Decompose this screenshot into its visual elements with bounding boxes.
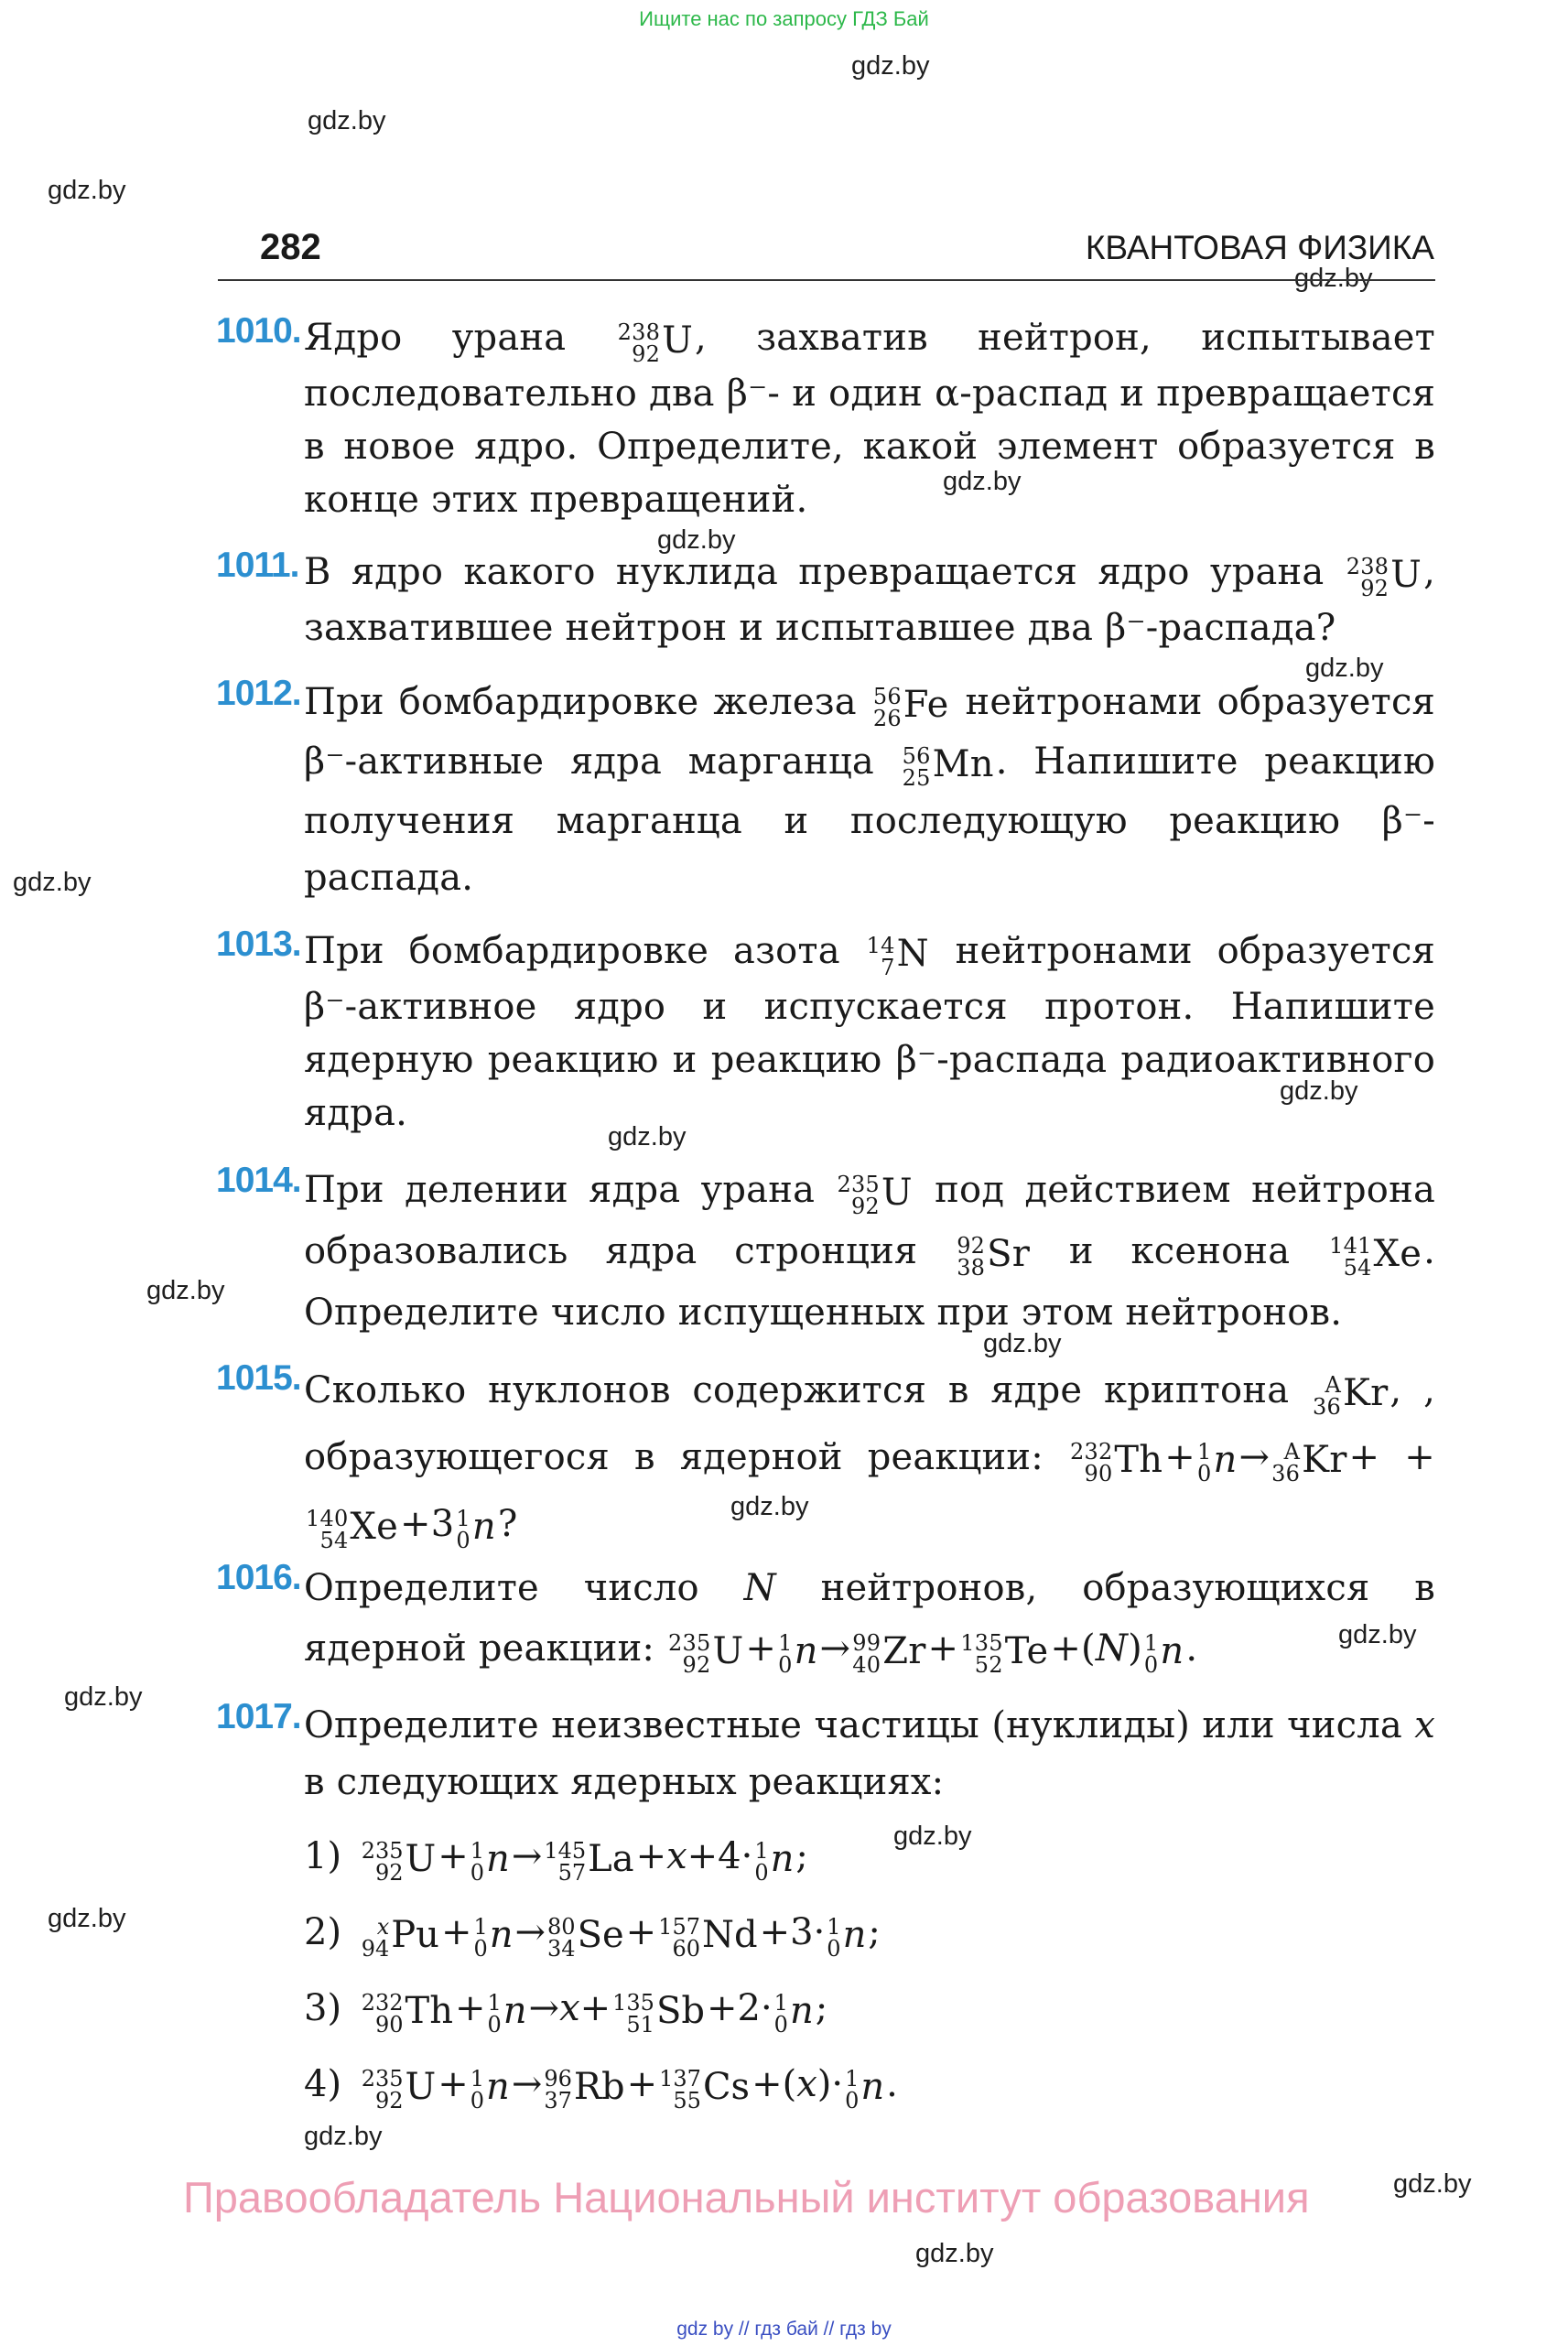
neutron: 1 0 n xyxy=(1143,1630,1184,1678)
watermark: gdz.by xyxy=(1393,2169,1472,2199)
problem-number: 1017. xyxy=(216,1697,301,1736)
watermark: gdz.by xyxy=(304,2122,383,2151)
problem-1015 xyxy=(216,1358,1435,1559)
problem-number: 1013. xyxy=(216,924,301,964)
copyright-notice: Правообладатель Национальный институт образования xyxy=(183,2173,1310,2222)
problem-1017 xyxy=(216,1697,1435,2124)
nuclide-zr99: 99 40 Zr xyxy=(852,1630,926,1678)
nuclide-th232: 232 90 Th xyxy=(1070,1439,1163,1487)
problem-text: При бомбардировке железа 56 26 Fe нейтронами образуется β⁻-активные ядра марганца 56 25 Mn. Напишите реакцию получения марганца и последующую реакцию β⁻-распада. xyxy=(304,674,1435,906)
header-divider xyxy=(218,279,1435,281)
reaction-1: 1) 235 92 U+ 1 0 n→ 145 57 La+x+4· 1 0 n; xyxy=(304,1835,808,1886)
page-number: 282 xyxy=(260,227,321,267)
problem-1013 xyxy=(216,924,1435,1140)
top-banner: Ищите нас по запросу ГДЗ Бай xyxy=(639,7,929,30)
problem-number: 1014. xyxy=(216,1161,301,1200)
neutron: 1 0 n xyxy=(456,1506,496,1553)
reaction-3: 3) 232 90 Th+ 1 0 n→x+ 135 51 Sb+2· 1 0 n; xyxy=(304,1987,828,2038)
problem-number: 1012. xyxy=(216,674,301,713)
watermark: gdz.by xyxy=(146,1276,225,1305)
nuclide-n14: 14 7 N xyxy=(866,933,929,980)
nuclide-u238: 238 92 U xyxy=(1346,554,1422,601)
problem-text: При делении ядра урана 235 92 U под действием нейтрона образовались ядра стронция 92 38 Sr и ксенона 141 54 Xe. Определите число испущенных при этом нейтронов. xyxy=(304,1161,1435,1342)
reaction-4: 4) 235 92 U+ 1 0 n→ 96 37 Rb+ 137 55 Cs+(x)· 1 0 n. xyxy=(304,2063,898,2114)
watermark: gdz.by xyxy=(657,525,736,555)
problem-text: Ядро урана 238 92 U, захватив нейтрон, испытывает последовательно два β⁻- и один α-распад и превращается в новое ядро. Определите, какой элемент образуется в конце этих превращений. xyxy=(304,311,1435,526)
nuclide-kr: A 36 Kr xyxy=(1271,1439,1347,1487)
problem-1012 xyxy=(216,674,1435,906)
section-title: КВАНТОВАЯ ФИЗИКА xyxy=(1085,229,1434,266)
watermark: gdz.by xyxy=(915,2239,994,2268)
nuclide-xe141: 141 54 Xe xyxy=(1329,1233,1422,1281)
problem-text: При бомбардировке азота 14 7 N нейтронами образуется β⁻-активное ядро и испускается протон. Напишите ядерную реакцию и реакцию β⁻-распада радиоактивного ядра. xyxy=(304,924,1435,1140)
nuclide-mn56: 56 25 Mn xyxy=(902,743,994,791)
neutron: 1 0 n xyxy=(1196,1439,1238,1487)
watermark: gdz.by xyxy=(1305,654,1384,683)
nuclide-te135: 135 52 Te xyxy=(960,1630,1049,1678)
watermark: gdz.by xyxy=(1294,264,1373,293)
watermark: gdz.by xyxy=(48,1904,126,1933)
watermark: gdz.by xyxy=(64,1682,143,1712)
problem-text: В ядро какого нуклида превращается ядро урана 238 92 U, захватившее нейтрон и испытавшее два β⁻-распада? xyxy=(304,546,1435,654)
problem-1011 xyxy=(216,546,1435,654)
problem-number: 1011. xyxy=(216,546,299,585)
problem-number: 1016. xyxy=(216,1558,301,1597)
nuclide-u235: 235 92 U xyxy=(837,1172,913,1219)
reaction-2: 2) x 94 Pu+ 1 0 n→ 80 34 Se+ 157 60 Nd+3· 1 0 n; xyxy=(304,1911,881,1962)
watermark: gdz.by xyxy=(943,467,1022,496)
nuclide-kr: A 36 Kr xyxy=(1313,1372,1389,1420)
watermark: gdz.by xyxy=(983,1329,1062,1358)
problem-1010 xyxy=(216,311,1435,526)
problem-text: Определите число N нейтронов, образующихся в ядерной реакции: 235 92 U+ 1 0 n→ 99 40 Zr+ 135 52 Te+(N) 1 0 n. xyxy=(304,1558,1435,1681)
watermark: gdz.by xyxy=(1338,1620,1417,1649)
problem-number: 1015. xyxy=(216,1358,301,1398)
nuclide-u235: 235 92 U xyxy=(668,1630,744,1678)
watermark: gdz.by xyxy=(608,1122,687,1151)
watermark: gdz.by xyxy=(308,106,386,135)
footer-links[interactable]: gdz by // гдз бай // гдз by xyxy=(676,2319,892,2340)
nuclide-sr92: 92 38 Sr xyxy=(957,1233,1031,1281)
watermark: gdz.by xyxy=(48,176,126,205)
neutron: 1 0 n xyxy=(778,1630,818,1678)
nuclide-u238: 238 92 U xyxy=(617,319,694,367)
nuclide-fe56: 56 26 Fe xyxy=(872,684,949,731)
problem-number: 1010. xyxy=(216,311,301,351)
problem-text: Сколько нуклонов содержится в ядре криптона A 36 Kr, , образующегося в ядерной реакции: 232 90 Th+ 1 0 n→ A 36 Kr+ + 140 54 Xe+3 1 0 n? xyxy=(304,1358,1435,1559)
watermark: gdz.by xyxy=(730,1492,809,1521)
watermark: gdz.by xyxy=(851,51,930,81)
nuclide-xe140: 140 54 Xe xyxy=(306,1506,398,1553)
problem-text: Определите неизвестные частицы (нуклиды) или числа x в следующих ядерных реакциях: xyxy=(304,1704,1435,1803)
problem-1014 xyxy=(216,1161,1435,1342)
watermark: gdz.by xyxy=(1280,1076,1358,1106)
problem-1016 xyxy=(216,1558,1435,1681)
watermark: gdz.by xyxy=(893,1822,972,1851)
watermark: gdz.by xyxy=(13,868,92,897)
